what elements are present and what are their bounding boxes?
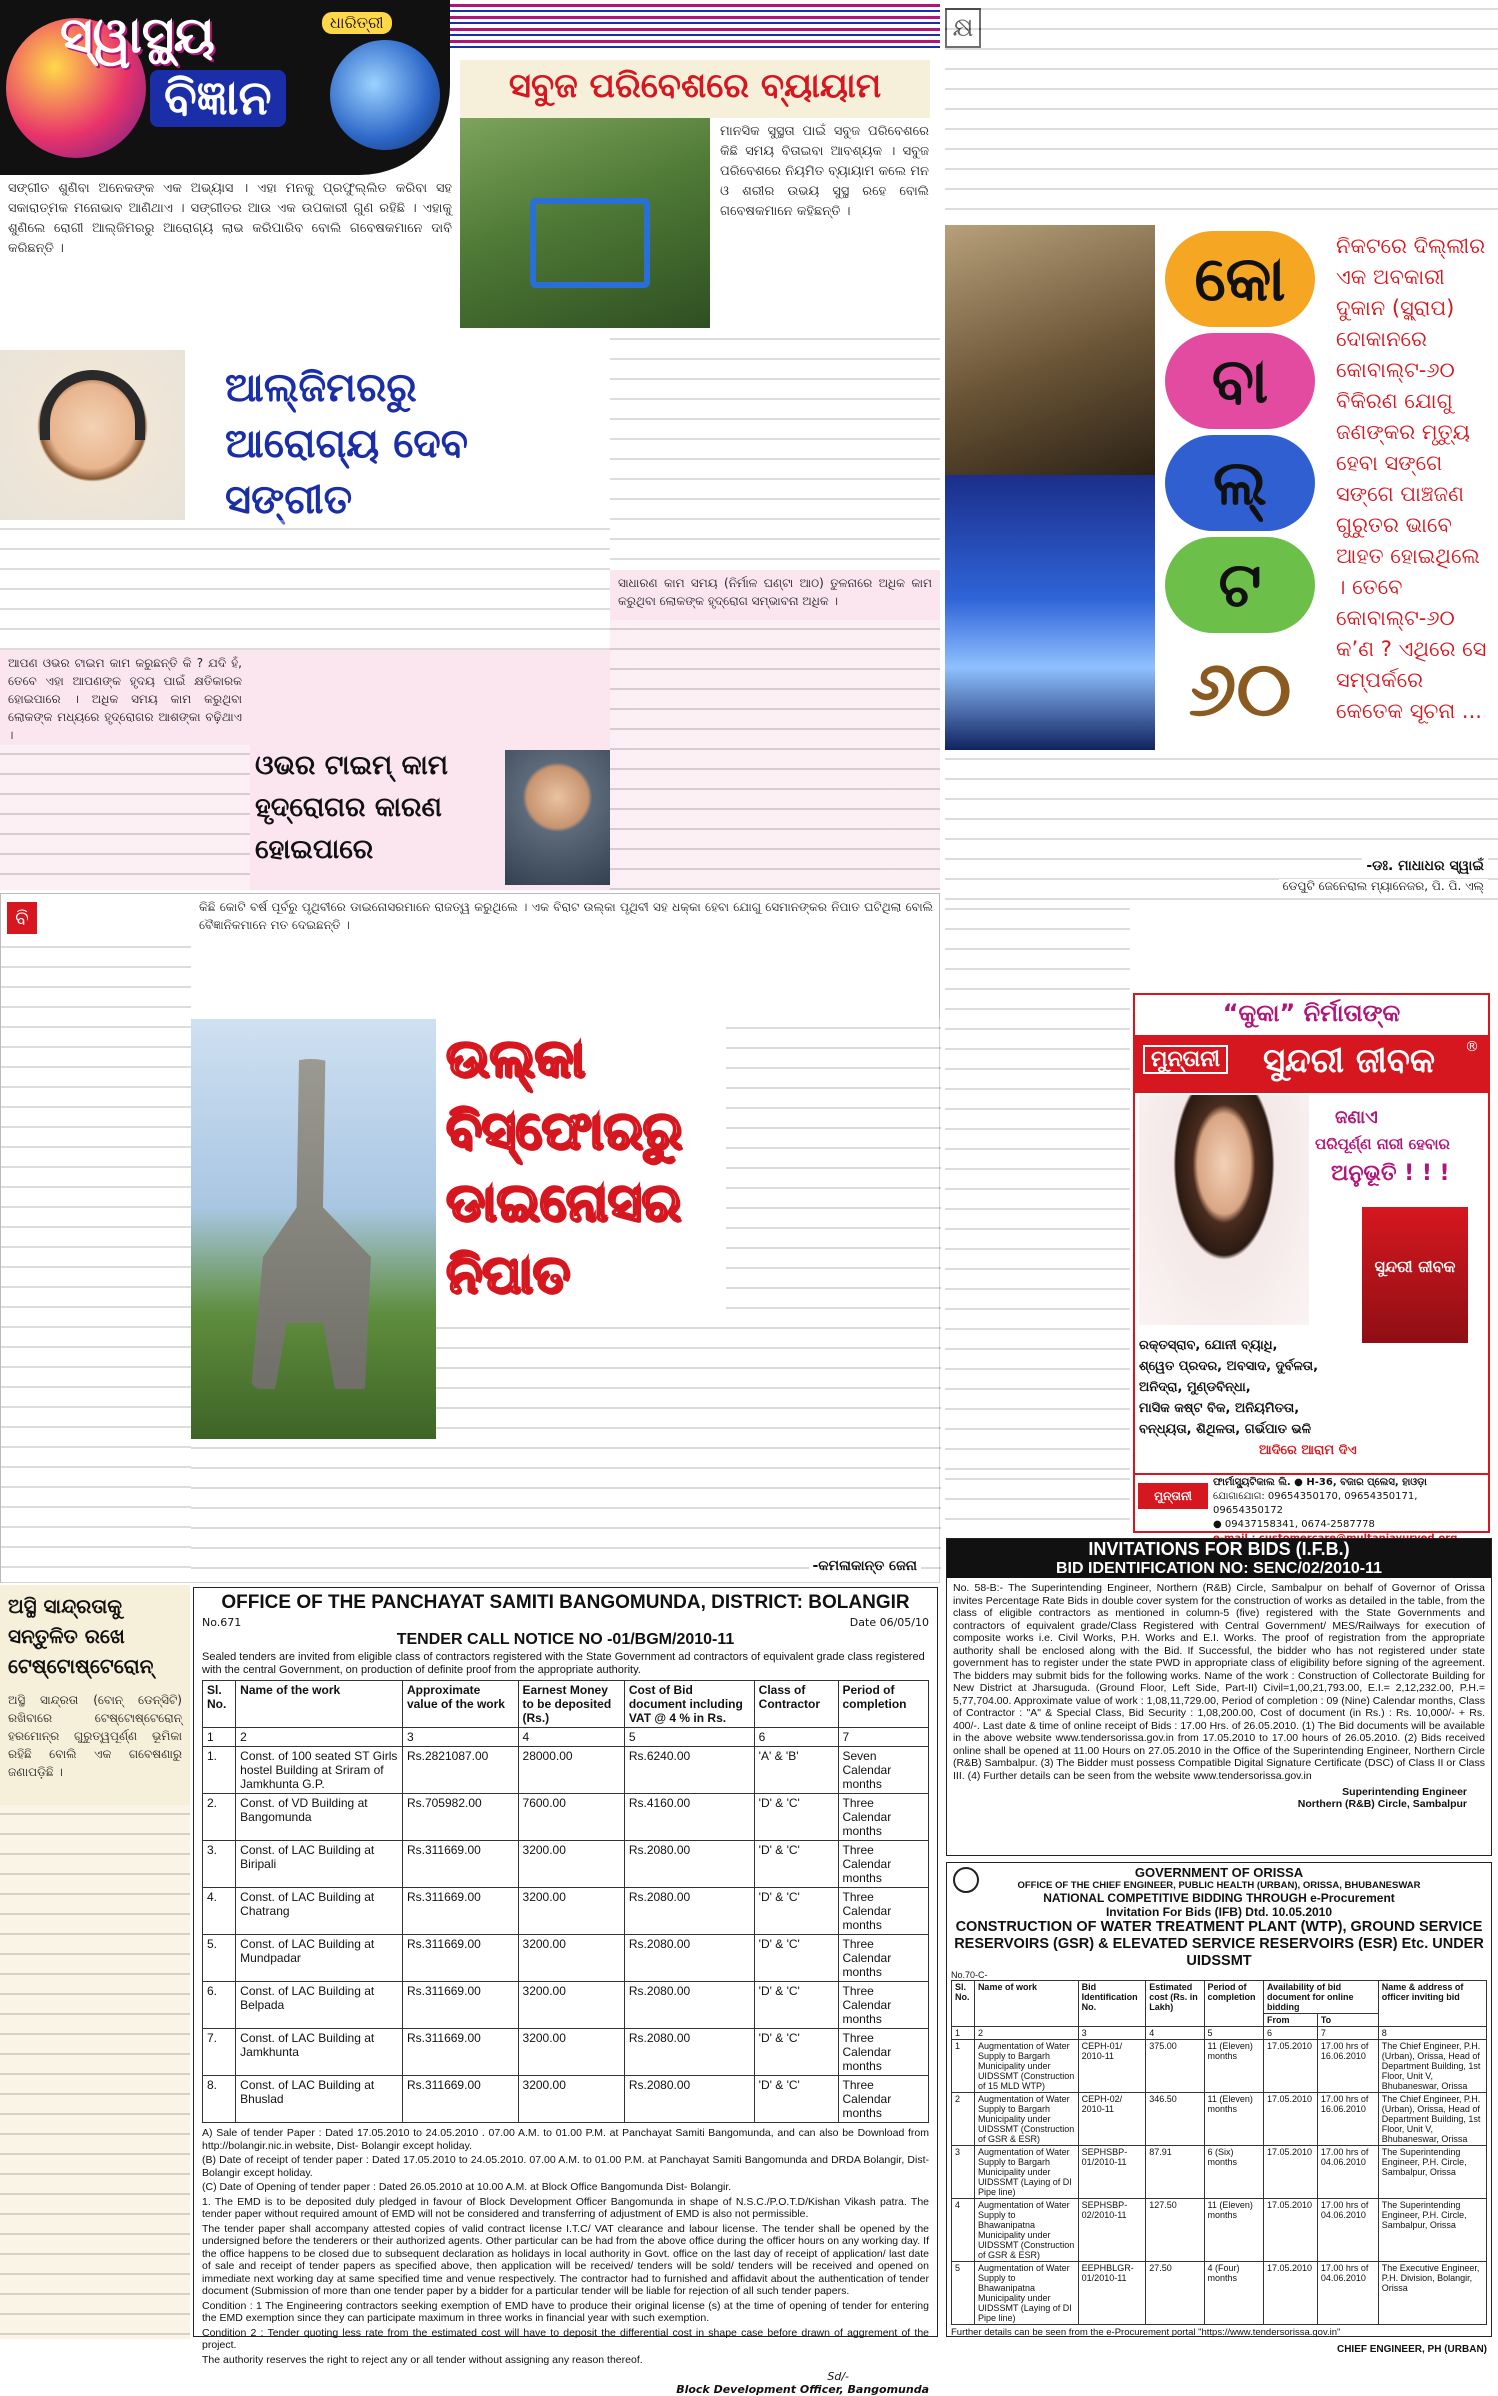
tender-table-header <box>203 1681 929 1728</box>
dinosaur-text-left <box>1 894 191 1584</box>
testosterone-lead: ଅସ୍ଥି ସାନ୍ଦ୍ରତା (ବୋନ୍ ଡେନ୍‌ସିଟି) ରଖିବାରେ ଟେଷ୍ଟୋଷ୍ଟେରୋନ୍ ହରମୋନ୍‌ର ଗୁରୁତ୍ୱପୂର୍ଣ୍ଣ ଭୂମିକା ରହିଛି ବୋଲି ଏକ ଗବେଷଣାରୁ ଜଣାପଡ଼ିଛି । <box>8 1693 182 1779</box>
ad-tagline-3: ଅନୁଭୂତି ! ! ! <box>1331 1161 1450 1186</box>
table-row <box>203 2029 929 2076</box>
dinosaur-dropcap: ବି <box>7 902 37 934</box>
table-cell: 1 <box>952 2040 975 2093</box>
overtime-lead: ଆପଣ ଓଭର ଟାଇମ କାମ କରୁଛନ୍ତି କି ? ଯଦି ହଁ, ତେବେ ଏହା ଆପଣଙ୍କ ହୃଦୟ ପାଇଁ କ୍ଷତିକାରକ ହୋଇପାରେ । ଅଧିକ ସମୟ କାମ କରୁଥିବା ଲୋକଙ୍କ ମଧ୍ୟରେ ହୃଦ୍‌ରୋଗର ଆଶଙ୍କା ବଢ଼ିଥାଏ । <box>8 656 242 742</box>
testosterone-lines <box>0 1805 190 2339</box>
tender-sign-2: Block Development Officer, Bangomunda <box>676 2383 929 2396</box>
table-cell: 'D' & 'C' <box>754 2029 838 2076</box>
table-cell: Rs.2080.00 <box>624 1888 754 1935</box>
tender-notice <box>193 1587 938 2396</box>
table-cell: 1. <box>203 1747 236 1794</box>
cobalt-photo-1 <box>945 225 1155 475</box>
dinosaur-text-bottom <box>191 1439 941 1584</box>
table-cell: Three Calendar months <box>838 1982 929 2029</box>
wtp-sign: CHIEF ENGINEER, PH (URBAN) <box>1336 2344 1487 2355</box>
exercise-headline: ସବୁଜ ପରିବେଶରେ ବ୍ୟାୟାମ <box>508 66 882 106</box>
table-cell: 3200.00 <box>518 1935 624 1982</box>
ad-brand: ମୁନ୍ତାନୀ <box>1143 1045 1228 1074</box>
overtime-headline: ଓଭର ଟାଇମ୍ କାମ ହୃଦ୍‌ରୋଗର କାରଣ ହୋଇପାରେ <box>255 750 448 865</box>
table-cell: Augmentation of Water Supply to Bargarh Municipality under UIDSSMT (Construction of GSR & ESR) <box>974 2093 1078 2146</box>
cobalt-body-left <box>945 900 1130 1470</box>
ifb-title-2: BID IDENTIFICATION NO: SENC/02/2010-11 <box>1056 1560 1382 1577</box>
tender-date: Date 06/05/10 <box>849 1616 929 1629</box>
ad-footer-line1: ଫାର୍ମାସ୍ୟୁଟିକାଲ ଲି. ● H-36, ବଜାର ପ୍ଲେସ, ହାଓଡ଼ା <box>1213 1477 1427 1488</box>
table-row <box>203 1935 929 1982</box>
table-cell: 'D' & 'C' <box>754 1794 838 1841</box>
music-photo <box>0 350 185 520</box>
table-cell: 17.05.2010 <box>1263 2093 1317 2146</box>
table-cell: Augmentation of Water Supply to Bhawanipatna Municipality under UIDSSMT (Construction of GSR & ESR) <box>974 2199 1078 2262</box>
dinosaur-figure <box>251 1059 371 1389</box>
ad-bullet: ମାସିକ କଷ୍ଟ ବିକ, ଅନିୟମିତତା, <box>1139 1401 1300 1416</box>
cobalt-char-4: ଟ <box>1165 537 1315 633</box>
tender-colnum: 2 <box>236 1728 403 1747</box>
overtime-lead-box <box>0 650 250 745</box>
table-cell: Rs.311669.00 <box>402 1982 518 2029</box>
table-cell: 'D' & 'C' <box>754 1935 838 1982</box>
table-row <box>203 2076 929 2123</box>
table-cell: 375.00 <box>1146 2040 1204 2093</box>
table-cell: 4 (Four) months <box>1204 2262 1263 2325</box>
table-cell: Three Calendar months <box>838 1888 929 1935</box>
table-row <box>203 1794 929 1841</box>
wtp-colnum: 1 <box>952 2027 975 2040</box>
table-cell: 17.00 hrs of 16.06.2010 <box>1317 2093 1378 2146</box>
tender-table-colnums <box>203 1728 929 1747</box>
table-cell: Rs.705982.00 <box>402 1794 518 1841</box>
ifb-title-1: INVITATIONS FOR BIDS (I.F.B.) <box>1088 1539 1350 1559</box>
dinosaur-article <box>0 893 940 1583</box>
testosterone-headline: ଅସ୍ଥି ସାନ୍ଦ୍ରତାକୁ ସନ୍ତୁଳିତ ରଖେ ଟେଷ୍ଟୋଷ୍ଟେରୋନ୍ <box>8 1594 154 1678</box>
table-cell: Rs.6240.00 <box>624 1747 754 1794</box>
table-cell: Rs.2080.00 <box>624 1935 754 1982</box>
wtp-ncb: NATIONAL COMPETITIVE BIDDING THROUGH e-Procurement <box>1043 1891 1395 1905</box>
table-cell: 11 (Eleven) months <box>1204 2040 1263 2093</box>
wtp-colnum: 2 <box>974 2027 1078 2040</box>
table-cell: Augmentation of Water Supply to Bhawanipatna Municipality under UIDSSMT (Laying of DI Pipe line) <box>974 2262 1078 2325</box>
tender-table <box>202 1680 929 2123</box>
overtime-photo <box>505 750 610 885</box>
tender-note: (B) Date of receipt of tender paper : Dated 17.05.2010 to 24.05.2010. 07.00 A.M. to 01.00 P.M. at Panchayat Samiti Bangomunda and DRDA Bolangir, Dist- Bolangir except holiday. <box>202 2154 929 2179</box>
tender-th: Name of the work <box>236 1681 403 1728</box>
ad-bullet: ଅନିଦ୍ରା, ମୁଣ୍ଡବିନ୍ଧା, <box>1139 1380 1251 1395</box>
overtime-article <box>0 650 610 890</box>
wtp-colnum: 6 <box>1263 2027 1317 2040</box>
tender-note: The tender paper shall accompany attested copies of valid contract license I.T.C/ VAT clearance and labour license. The tender shall be opened by the undersigned before the tenderers or their authorized agents. Other particular can be had from the above office during the officer hours on any working day. If the office happens to be closed due to subsequent declaration as holidays in local authority in Govt. office on the last day of receipt of application/ last date of sale and receipt of tender papers as specified above, then application will be received/ tenders will be sold/ tenders will be received and opened on immediate next working day at same specified time and venue respectively. The contractor had to furnished and affidavit about the authentication of tender document (Submission of more than one tender paper by a bidder for a particular tender will be liable for rejection of all such tender papers. <box>202 2222 929 2297</box>
table-cell: 'D' & 'C' <box>754 2076 838 2123</box>
table-row <box>203 1888 929 1935</box>
table-cell: The Chief Engineer, P.H. (Urban), Orissa, Head of Department Building, 1st Floor, Unit V, Bhubaneswar, Orissa <box>1378 2040 1486 2093</box>
table-cell: 87.91 <box>1146 2146 1204 2199</box>
cobalt-dropcap: କ୍ଷ <box>945 8 981 48</box>
wtp-colnum: 7 <box>1317 2027 1378 2040</box>
ad-tagline-1: ଜଣାଏ <box>1335 1107 1378 1128</box>
table-cell: 3200.00 <box>518 2076 624 2123</box>
table-cell: CEPH-01/ 2010-11 <box>1078 2040 1146 2093</box>
table-cell: EEPHBLGR- 01/2010-11 <box>1078 2262 1146 2325</box>
table-row <box>952 2262 1487 2325</box>
ad-footer-text <box>1213 1476 1486 1546</box>
table-cell: Three Calendar months <box>838 1935 929 1982</box>
table-cell: 28000.00 <box>518 1747 624 1794</box>
table-cell: 4 <box>952 2199 975 2262</box>
table-row <box>952 2093 1487 2146</box>
table-cell: Three Calendar months <box>838 2076 929 2123</box>
tender-note: Condition : 1 The Engineering contractors seeking exemption of EMD have to produce their original license (s) at the time of opening of tender for entering the EMD exemption since they can participate maximum in three works in financial year with such exemption. <box>202 2299 929 2324</box>
exercise-machine <box>530 198 650 288</box>
table-cell: 6 (Six) months <box>1204 2146 1263 2199</box>
ad-brand-bar <box>1135 1035 1488 1093</box>
table-cell: Const. of LAC Building at Chatrang <box>236 1888 403 1935</box>
wtp-title: CONSTRUCTION OF WATER TREATMENT PLANT (WTP), GROUND SERVICE RESERVOIRS (GSR) & ELEVATED SERVICE RESERVOIRS (ESR) Etc. UNDER UIDSSMT <box>954 1919 1484 1969</box>
table-cell: Augmentation of Water Supply to Bargarh Municipality under UIDSSMT (Laying of DI Pipe line) <box>974 2146 1078 2199</box>
wtp-footer: Further details can be seen from the e-Procurement portal "https://www.tendersorissa.gov.in" <box>951 2327 1341 2338</box>
wtp-th-officer: Name & address of officer inviting bid <box>1378 1981 1486 2027</box>
exercise-article-tail <box>610 330 940 570</box>
table-cell: 17.05.2010 <box>1263 2262 1317 2325</box>
ad-footer-line3: ● 09437158341, 0674-2587778 <box>1213 1519 1375 1530</box>
table-cell: The Executive Engineer, P.H. Division, Bolangir, Orissa <box>1378 2262 1486 2325</box>
table-cell: 3200.00 <box>518 2029 624 2076</box>
table-cell: 17.00 hrs of 04.06.2010 <box>1317 2199 1378 2262</box>
table-cell: 3200.00 <box>518 1982 624 2029</box>
ad-bullets-footer: ଆଦିରେ ଆରାମ ଦିଏ <box>1259 1443 1357 1458</box>
ad-bullet: ବନ୍ଧ୍ୟତା, ଶିଥିଳତା, ଗର୍ଭପାତ ଭଳି <box>1139 1422 1312 1437</box>
table-cell: 7. <box>203 2029 236 2076</box>
table-cell: The Superintending Engineer, P.H. Circle, Sambalpur, Orissa <box>1378 2146 1486 2199</box>
tender-subtitle: TENDER CALL NOTICE NO -01/BGM/2010-11 <box>396 1631 735 1648</box>
masthead-planet-right <box>330 40 440 150</box>
wtp-th-sl: Sl. No. <box>952 1981 975 2027</box>
dinosaur-text-top <box>191 894 941 1019</box>
exercise-lead-box <box>712 118 937 328</box>
table-cell: Rs.2080.00 <box>624 1841 754 1888</box>
ad-product-box <box>1360 1205 1470 1345</box>
table-cell: SEPHSBP- 01/2010-11 <box>1078 2146 1146 2199</box>
wtp-colnum: 5 <box>1204 2027 1263 2040</box>
table-cell: 17.00 hrs of 16.06.2010 <box>1317 2040 1378 2093</box>
table-cell: Rs.311669.00 <box>402 2076 518 2123</box>
tender-th: Earnest Money to be deposited (Rs.) <box>518 1681 624 1728</box>
table-cell: Const. of VD Building at Bangomunda <box>236 1794 403 1841</box>
dinosaur-headline: ଉଲ୍‌କା ବିସ୍ଫୋରରୁ ଡାଇନୋସର ନିପାତ <box>446 1029 683 1305</box>
table-cell: Rs.2080.00 <box>624 2029 754 2076</box>
table-cell: 3 <box>952 2146 975 2199</box>
table-row <box>952 2040 1487 2093</box>
wtp-th-avail: Availability of bid document for online bidding <box>1263 1981 1378 2014</box>
table-cell: Const. of LAC Building at Jamkhunta <box>236 2029 403 2076</box>
cobalt-intro-box <box>1330 225 1498 750</box>
cobalt-body <box>945 750 1498 900</box>
wtp-colnum: 4 <box>1146 2027 1204 2040</box>
dinosaur-lead: କିଛି କୋଟି ବର୍ଷ ପୂର୍ବରୁ ପୃଥିବୀରେ ଡାଇନୋସରମାନେ ରାଜତ୍ୱ କରୁଥିଲେ । ଏକ ବିରାଟ ଉଲ୍‌କା ପୃଥିବୀ ସହ ଧକ୍କା ହେବା ଯୋଗୁ ସେମାନଙ୍କର ନିପାତ ଘଟିଥିଲା ବୋଲି ବୈଜ୍ଞାନିକମାନେ ମତ ଦେଇଛନ୍ତି । <box>199 900 933 932</box>
table-cell: Rs.311669.00 <box>402 1888 518 1935</box>
overtime-right-lines <box>610 620 940 890</box>
table-cell: Const. of LAC Building at Belpada <box>236 1982 403 2029</box>
dinosaur-text-mid <box>436 1319 941 1439</box>
table-cell: 'D' & 'C' <box>754 1841 838 1888</box>
table-cell: 3. <box>203 1841 236 1888</box>
dinosaur-byline: -କମଳାକାନ୍ତ ଜେନା <box>809 1558 922 1574</box>
wtp-ifb: Invitation For Bids (IFB) Dtd. 10.05.2010 <box>1105 1905 1333 1919</box>
ad-bullet: ଶ୍ୱେତ ପ୍ରଦର, ଅବସାଦ, ଦୁର୍ବଳତା, <box>1139 1359 1319 1374</box>
cobalt-char-3: ଲ୍ <box>1165 435 1315 531</box>
ifb-title-bar <box>947 1539 1491 1578</box>
table-cell: 'D' & 'C' <box>754 1982 838 2029</box>
wtp-th-from: From <box>1263 2014 1317 2027</box>
ad-bullet: ରକ୍ତସ୍ରାବ, ଯୋନୀ ବ୍ୟାଧି, <box>1139 1338 1278 1353</box>
table-cell: Rs.2080.00 <box>624 2076 754 2123</box>
music-headline-box <box>185 350 605 523</box>
table-cell: Rs.311669.00 <box>402 1841 518 1888</box>
table-cell: 6. <box>203 1982 236 2029</box>
table-cell: Rs.2080.00 <box>624 1982 754 2029</box>
wtp-no: No.70-C- <box>951 1970 988 1980</box>
ifb-sign-2: Northern (R&B) Circle, Sambalpur <box>1297 1798 1467 1810</box>
tender-title: OFFICE OF THE PANCHAYAT SAMITI BANGOMUNDA, DISTRICT: BOLANGIR <box>221 1592 910 1613</box>
emblem-icon <box>953 1867 979 1893</box>
table-cell: Rs.2821087.00 <box>402 1747 518 1794</box>
table-cell: 17.00 hrs of 04.06.2010 <box>1317 2262 1378 2325</box>
music-article-body <box>0 175 460 350</box>
ifb-sign-1: Superintending Engineer <box>1342 1786 1467 1798</box>
table-cell: 3200.00 <box>518 1888 624 1935</box>
table-cell: CEPH-02/ 2010-11 <box>1078 2093 1146 2146</box>
ad-footer-brand: ମୁନ୍ତାନୀ <box>1138 1483 1208 1509</box>
ad-footer <box>1135 1473 1488 1531</box>
table-cell: 346.50 <box>1146 2093 1204 2146</box>
overtime-headline-box <box>255 745 505 875</box>
table-cell: The Superintending Engineer, P.H. Circle, Sambalpur, Orissa <box>1378 2199 1486 2262</box>
overtime-right-lead: ସାଧାରଣ କାମ ସମୟ (ନିର୍ମାଳ ଘଣ୍ଟା ଆଠ) ତୁଳନାରେ ଅଧିକ କାମ କରୁଥିବା ଲୋକଙ୍କ ହୃଦ୍‌ରୋଗ ସମ୍ଭାବନା ଅଧିକ । <box>618 576 932 608</box>
tender-th: Sl. No. <box>203 1681 236 1728</box>
ifb-body: No. 58-B:- The Superintending Engineer, Northern (R&B) Circle, Sambalpur on behalf of Governor of Orissa invites Percentage Rate Bids in double cover system for the construction of works as detailed in the table, from the class of eligible contractors as mentioned in column-5 (five) registered with the State Governments and contractors of equivalent grade/Class Registered with Central Government/ MES/Railways for execution of composite works i.e. Civil Works, P.H. Works and E.I. Works. The proof of registration from the appropriate authority shall be enclosed along with the Bid. If Successful, the bidder who has not registered under state government has to register under the state PWD in appropriate class of eligibility before signing of the agreement. The bidders may submit bids for the following works. Name of the work : Construction of Collectorate Building for New District at Jharsuguda. (Ground Floor, Left Side, Part-II) Civil=1,00,21,793.00, E.I.= 2,12,232.00, P.H.= 5,77,704.00. Approximate value of work : 1,08,11,729.00, Period of completion : 09 (Nine) Calendar months, Class of Contractor : "A" & Special Class, Bid Security : 1,08,200.00, Cost of document (in Rs.) : Rs. 10,000/- + Rs. 400/-. Last date & time of online receipt of Bids : 17.00 Hrs. of 26.05.2010. (1) The Bid documents will be available in the above website www.tendersorissa.gov.in from 17.05.2010 to 17.00 hours of 26.05.2010. (2) Bids received online shall be opened at 11.00 Hours on 27.05.2010 in the Office of the Superintending Engineer, Northern Circle (R&B) Sambalpur. (3) The Bidder must possess Compatible Digital Signature Certificate (DSC) of Class II or Class III. (4) Further details can be seen from the website www.tendersorissa.gov.in <box>953 1582 1485 1782</box>
table-cell: SEPHSBP- 02/2010-11 <box>1078 2199 1146 2262</box>
table-cell: 17.05.2010 <box>1263 2040 1317 2093</box>
wtp-office: OFFICE OF THE CHIEF ENGINEER, PUBLIC HEALTH (URBAN), ORISSA, BHUBANESWAR <box>1017 1880 1421 1891</box>
table-cell: 2 <box>952 2093 975 2146</box>
table-cell: 7600.00 <box>518 1794 624 1841</box>
table-cell: The Chief Engineer, P.H. (Urban), Orissa, Head of Department Building, 1st Floor, Unit V, Bhubaneswar, Orissa <box>1378 2093 1486 2146</box>
table-cell: 'D' & 'C' <box>754 1888 838 1935</box>
tender-note: A) Sale of tender Paper : Dated 17.05.2010 to 24.05.2010 . 07.00 A.M. to 01.00 P.M. at Panchayat Samiti Bangomunda, and can also be Download from http://bolangir.nic.in website, Dist- Bolangir except holiday. <box>202 2127 929 2152</box>
tender-meta <box>202 1616 929 1629</box>
wtp-colnum: 8 <box>1378 2027 1486 2040</box>
ifb-notice <box>946 1538 1492 1856</box>
table-cell: 5 <box>952 2262 975 2325</box>
ad-woman-photo <box>1139 1095 1309 1325</box>
cobalt-byline-sub: ଡେପୁଟି ଜେନେରାଲ ମ୍ୟାନେଜର, ପି. ପି. ଏଲ୍ <box>1279 879 1488 894</box>
table-cell: 5. <box>203 1935 236 1982</box>
ad-tagline-2: ପରିପୂର୍ଣ୍ଣ ନାରୀ ହେବାର <box>1315 1135 1450 1153</box>
wtp-th-to: To <box>1317 2014 1378 2027</box>
table-cell: 4. <box>203 1888 236 1935</box>
wtp-colnum: 3 <box>1078 2027 1146 2040</box>
ad-registered-mark: ® <box>1465 1039 1479 1055</box>
tender-intro: Sealed tenders are invited from eligible class of contractors registered with the State Government ad contractors of equivalent grade class registered with the central Government, on production of definite proof from the appropriate authority. <box>202 1651 925 1676</box>
table-row <box>952 2199 1487 2262</box>
exercise-photo <box>460 118 710 328</box>
tender-colnum: 1 <box>203 1728 236 1747</box>
table-cell: Three Calendar months <box>838 2029 929 2076</box>
overtime-lines-left <box>0 745 250 890</box>
exercise-lead: ମାନସିକ ସୁସ୍ଥତା ପାଇଁ ସବୁଜ ପରିବେଶରେ କିଛି ସମୟ ବିତାଇବା ଆବଶ୍ୟକ । ସବୁଜ ପରିବେଶରେ ନିୟମିତ ବ୍ୟାୟାମ କଲେ ମନ ଓ ଶରୀର ଉଭୟ ସୁସ୍ଥ ରହେ ବୋଲି ଗବେଷକମାନେ କହିଛନ୍ତି । <box>720 124 929 219</box>
tender-th: Class of Contractor <box>754 1681 838 1728</box>
ad-product: ସୁନ୍ଦରୀ ଜୀବକ <box>1263 1041 1436 1081</box>
wtp-th-period: Period of completion <box>1204 1981 1263 2027</box>
table-cell: Seven Calendar months <box>838 1747 929 1794</box>
masthead-tag: ଧାରିତ୍ରୀ <box>322 12 392 34</box>
table-cell: 127.50 <box>1146 2199 1204 2262</box>
tender-note: (C) Date of Opening of tender paper : Dated 26.05.2010 at 10.00 A.M. at Block Office Bangomunda Dist- Bolangir. <box>202 2181 732 2193</box>
ad-top-text: “କୁକା” ନିର୍ମାତାଙ୍କ <box>1222 999 1401 1027</box>
cobalt-char-2: ବା <box>1165 333 1315 429</box>
tender-th: Period of completion <box>838 1681 929 1728</box>
cobalt-byline: -ଡଃ. ମାଧାଧର ସ୍ୱାଇଁ <box>1362 858 1488 874</box>
overtime-right-col <box>610 570 940 890</box>
table-cell: 17.05.2010 <box>1263 2146 1317 2199</box>
ad-bullets <box>1139 1335 1484 1475</box>
wtp-table <box>951 1980 1487 2325</box>
table-cell: Const. of LAC Building at Mundpadar <box>236 1935 403 1982</box>
cobalt-photo-2 <box>945 475 1155 750</box>
tender-colnum: 3 <box>402 1728 518 1747</box>
tender-colnum: 7 <box>838 1728 929 1747</box>
table-cell: 11 (Eleven) months <box>1204 2093 1263 2146</box>
table-row <box>952 2146 1487 2199</box>
wtp-notice <box>946 1862 1492 2355</box>
ad-product-box-label: ସୁନ୍ଦରୀ ଜୀବକ <box>1374 1257 1456 1276</box>
dinosaur-headline-box <box>436 1019 726 1319</box>
tender-notes <box>202 2127 929 2366</box>
sundari-ad <box>1133 993 1490 1533</box>
music-lead: ସଙ୍ଗୀତ ଶୁଣିବା ଅନେକଙ୍କ ଏକ ଅଭ୍ୟାସ । ଏହା ମନକୁ ପ୍ରଫୁଲ୍ଲିତ କରିବା ସହ ସକାରାତ୍ମକ ମନୋଭାବ ଆଣିଥାଏ । ସଙ୍ଗୀତର ଆଉ ଏକ ଉପକାରୀ ଗୁଣ ରହିଛି । ଏହାକୁ ଶୁଣିଲେ ରୋଗୀ ଆଲ୍ଜିମରରୁ ଆରୋଗ୍ୟ ଲାଭ କରିପାରିବ ବୋଲି ଗବେଷକମାନେ ଦାବି କରିଛନ୍ତି । <box>8 181 452 256</box>
masthead-title-2: ବିଜ୍ଞାନ <box>150 70 286 127</box>
dinosaur-photo <box>191 1019 436 1439</box>
tender-note: 1. The EMD is to be deposited duly pledged in favour of Block Development Officer Bangomunda in shape of N.S.C./P.O.T.D/Kishan Vikash patra. The tender paper without required amount of EMD will not be considered and transferring of adjustment of EMD is also not permissible. <box>202 2195 929 2220</box>
testosterone-article <box>0 1585 190 2339</box>
wtp-th-cost: Estimated cost (Rs. in Lakh) <box>1146 1981 1204 2027</box>
tender-colnum: 6 <box>754 1728 838 1747</box>
table-cell: 17.05.2010 <box>1263 2199 1317 2262</box>
wtp-gov: GOVERNMENT OF ORISSA <box>1134 1865 1304 1880</box>
cobalt-top-text <box>945 0 1498 225</box>
table-cell: Const. of LAC Building at Biripali <box>236 1841 403 1888</box>
table-cell: 3200.00 <box>518 1841 624 1888</box>
table-cell: 27.50 <box>1146 2262 1204 2325</box>
tender-th: Approximate value of the work <box>402 1681 518 1728</box>
masthead-stripes <box>450 0 940 48</box>
table-cell: Rs.311669.00 <box>402 2029 518 2076</box>
exercise-headline-bar <box>460 60 930 118</box>
table-cell: 17.00 hrs of 04.06.2010 <box>1317 2146 1378 2199</box>
wtp-th-work: Name of work <box>974 1981 1078 2027</box>
tender-sign-1: Sd/- <box>827 2370 849 2383</box>
cobalt-char-1: କୋ <box>1165 231 1315 327</box>
tender-no: No.671 <box>202 1616 242 1629</box>
cobalt-intro: ନିକଟରେ ଦିଲ୍ଲୀର ଏକ ଅବକାରୀ ଦୁକାନ (ସ୍କ୍ରାପ) ଦୋକାନରେ କୋବାଲ୍ଟ-୬୦ ବିକିରଣ ଯୋଗୁ ଜଣଙ୍କର ମୃତ୍ୟୁ ହେବା ସଙ୍ଗେ ସଙ୍ଗେ ପାଞ୍ଚଜଣ ଗୁରୁତର ଭାବେ ଆହତ ହୋଇଥିଲେ । ତେବେ କୋବାଲ୍ଟ-୬୦ କ’ଣ ? ଏଥିରେ ସେ ସମ୍ପର୍କରେ କେତେକ ସୂଚନା ... <box>1336 234 1487 723</box>
headphones-icon <box>40 370 145 440</box>
table-cell: Rs.4160.00 <box>624 1794 754 1841</box>
table-cell: Const. of LAC Building at Bhuslad <box>236 2076 403 2123</box>
table-cell: Const. of 100 seated ST Girls hostel Building at Sriram of Jamkhunta G.P. <box>236 1747 403 1794</box>
wtp-table-colnums <box>952 2027 1487 2040</box>
tender-th: Cost of Bid document including VAT @ 4 % in Rs. <box>624 1681 754 1728</box>
music-article-tail <box>0 520 610 650</box>
tender-note: The authority reserves the right to reject any or all tender without assigning any reason thereof. <box>202 2353 643 2366</box>
table-row <box>203 1982 929 2029</box>
table-cell: Rs.311669.00 <box>402 1935 518 1982</box>
ad-footer-line2: ଯୋଗାଯୋଗ: 09654350170, 09654350171, 09654350172 <box>1213 1491 1418 1516</box>
table-cell: Three Calendar months <box>838 1794 929 1841</box>
table-cell: 11 (Eleven) months <box>1204 2199 1263 2262</box>
cobalt-char-5: ୬୦ <box>1188 644 1292 733</box>
wtp-th-bid: Bid Identification No. <box>1078 1981 1146 2027</box>
table-cell: 8. <box>203 2076 236 2123</box>
tender-colnum: 5 <box>624 1728 754 1747</box>
masthead-title-1: ସ୍ୱାସ୍ଥ୍ୟ <box>60 6 215 64</box>
wtp-table-header <box>952 1981 1487 2014</box>
music-headline: ଆଲ୍ଜିମରରୁ ଆରୋଗ୍ୟ ଦେବ ସଙ୍ଗୀତ <box>225 365 469 523</box>
table-cell: 2. <box>203 1794 236 1841</box>
tender-note: Condition 2 : Tender quoting less rate from the estimated cost will have to deposit the differential cost in shape case before drawn of aggrement of the project. <box>202 2326 929 2351</box>
table-row <box>203 1747 929 1794</box>
dinosaur-text-right <box>726 1019 941 1319</box>
cobalt-body-bottom <box>945 1470 1130 1530</box>
table-cell: 'A' & 'B' <box>754 1747 838 1794</box>
table-cell: Three Calendar months <box>838 1841 929 1888</box>
masthead <box>0 0 450 175</box>
cobalt-letters <box>1155 225 1330 750</box>
table-cell: Augmentation of Water Supply to Bargarh Municipality under UIDSSMT (Construction of 15 MLD WTP) <box>974 2040 1078 2093</box>
tender-colnum: 4 <box>518 1728 624 1747</box>
table-row <box>203 1841 929 1888</box>
